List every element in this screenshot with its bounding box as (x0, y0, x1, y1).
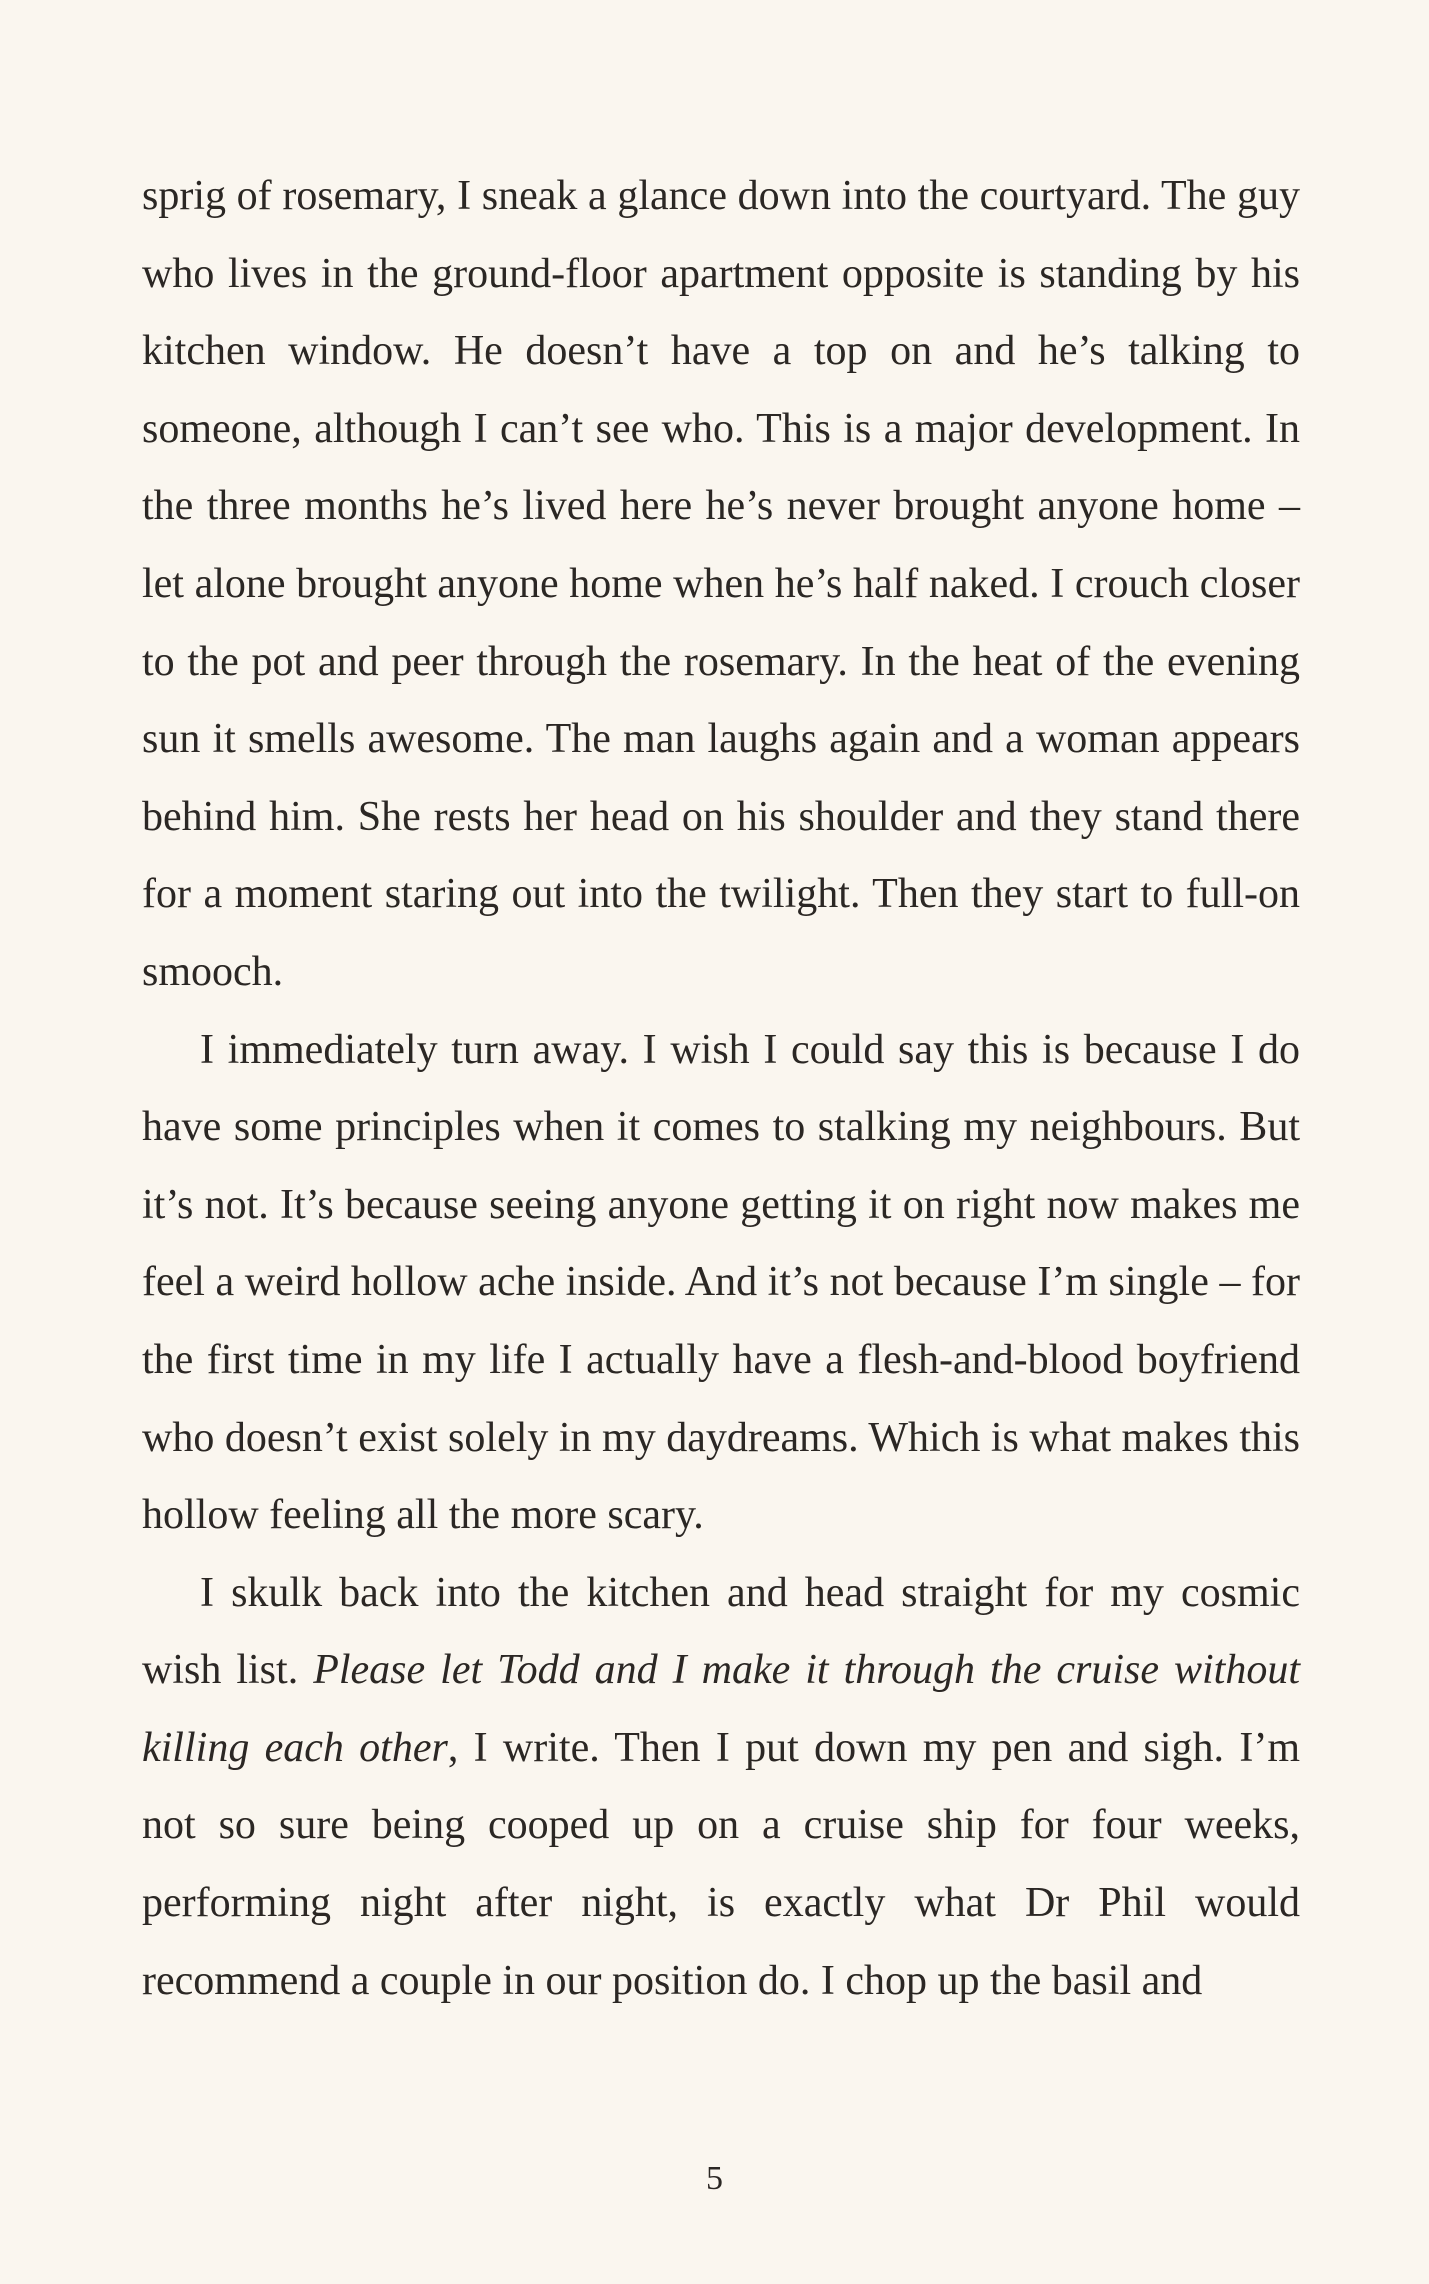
wish-list-entry: Please let Todd and I make it through the cruise without killing each other (142, 1647, 1300, 1771)
paragraph-1: sprig of rosemary, I sneak a glance down into the courtyard. The guy who lives in the ground-floor apartment opposite is standing by his kitchen window. He doesn’t have a top on and he’s talking to someone, although I can’t see who. This is a major development. In the three months he’s lived here he’s never brought anyone home – let alone brought anyone home when he’s half naked. I crouch closer to the pot and peer through the rosemary. In the heat of the evening sun it smells awesome. The man laughs again and a woman appears behind him. She rests her head on his shoulder and they stand there for a moment staring out into the twilight. Then they start to full-on smooch. (142, 173, 1300, 995)
body-text (142, 158, 1300, 2020)
paragraph-2: I immediately turn away. I wish I could say this is because I do have some principles when it comes to stalking my neighbours. But it’s not. It’s because seeing anyone getting it on right now makes me feel a weird hollow ache inside. And it’s not because I’m single – for the first time in my life I actually have a flesh-and-blood boyfriend who doesn’t exist solely in my daydreams. Which is what makes this hollow feeling all the more scary. (142, 1026, 1300, 1539)
paragraph-3-text-end: , I write. Then I put down my pen and sigh. I’m not so sure being cooped up on a cruise ship for four weeks, performing night after night, is exactly what Dr Phil would recommend a couple in our position do. I chop up the basil and (142, 1724, 1300, 2004)
paragraph-3-text-start: I skulk back into the kitchen and head straight for my cosmic wish list. (142, 1569, 1300, 1694)
paragraph-3 (142, 1555, 1300, 2021)
page-number: 5 (706, 2160, 723, 2197)
